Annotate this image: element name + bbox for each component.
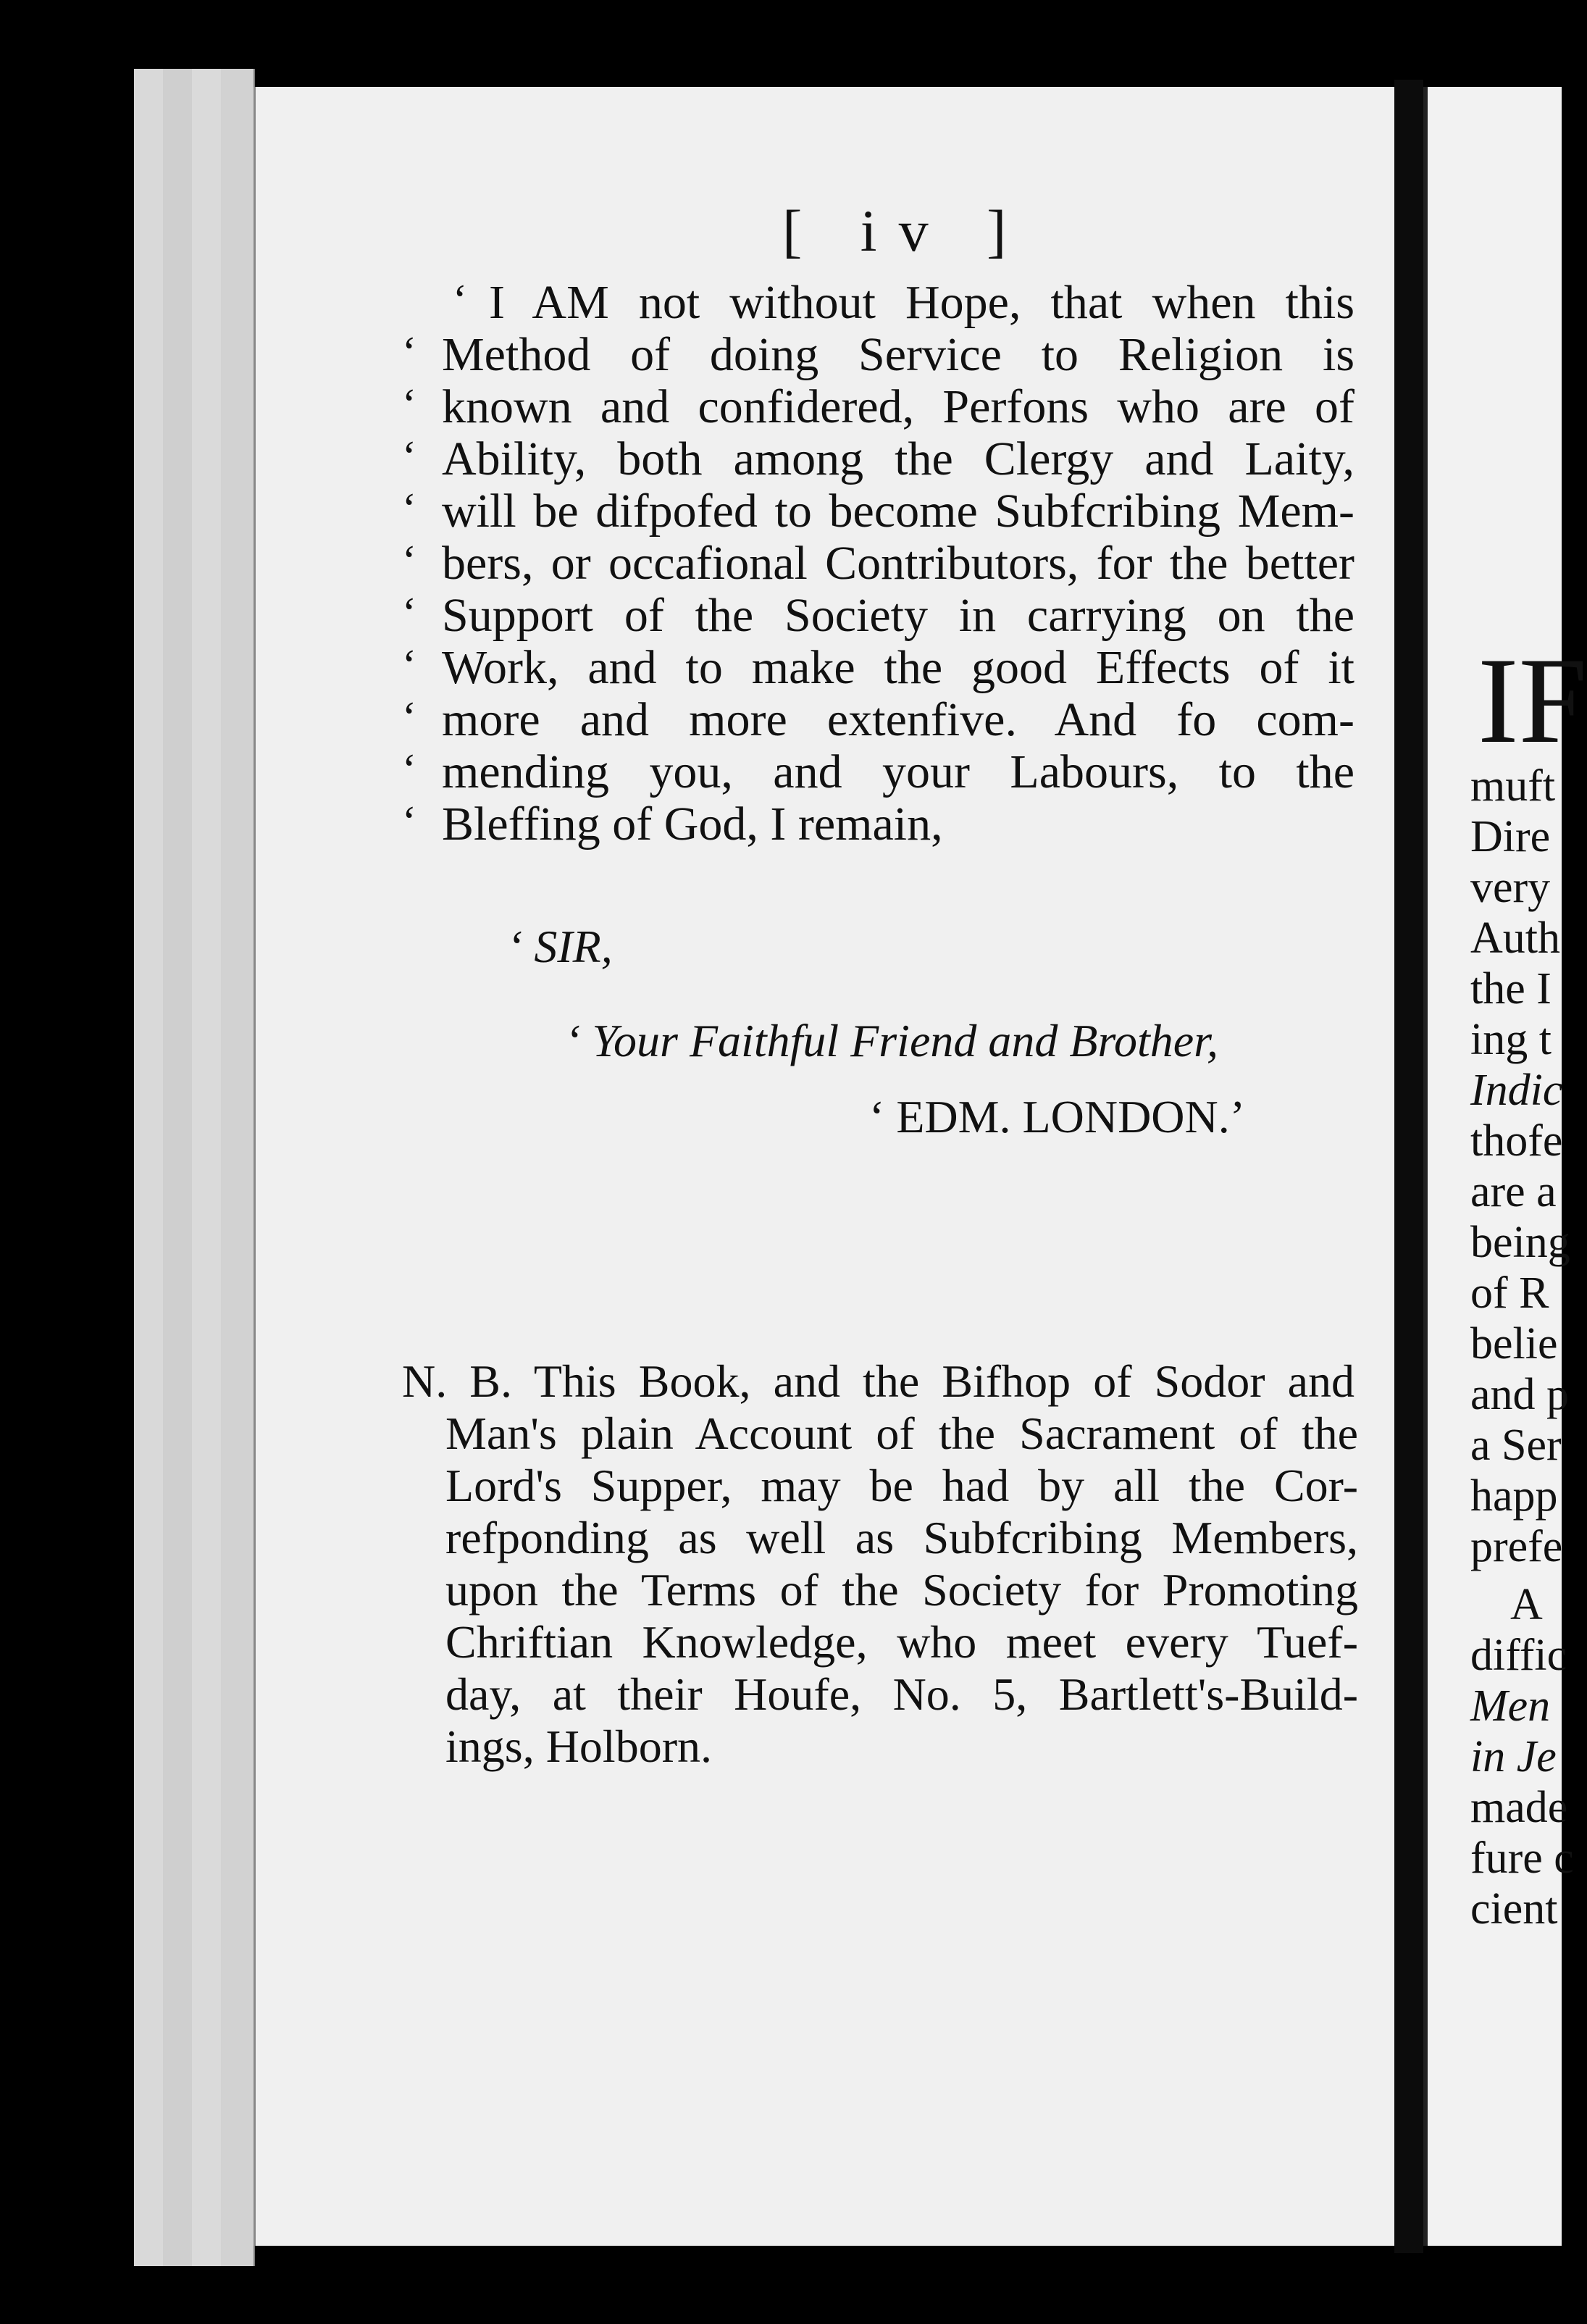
letter-line: Support of the Society in carrying on the — [442, 589, 1354, 642]
fragment: cient — [1470, 1884, 1558, 1934]
book-spine — [1394, 80, 1423, 2253]
fragment: ing t — [1470, 1015, 1552, 1064]
letter-line: Method of doing Service to Religion is — [442, 328, 1354, 381]
letter-line: Ability, both among the Clergy and Laity, — [442, 432, 1354, 485]
fragment: Dire — [1470, 812, 1551, 861]
fragment: and p — [1470, 1370, 1570, 1419]
fragment: in Je — [1470, 1732, 1557, 1781]
quote-mark: ‘ — [402, 485, 416, 532]
page-edge — [221, 69, 255, 2266]
fragment: happ — [1470, 1471, 1558, 1521]
fragment: are a — [1470, 1167, 1557, 1216]
fragment: Indic — [1470, 1066, 1563, 1115]
note-line: upon the Terms of the Society for Promoting — [445, 1564, 1358, 1615]
salutation: ‘ SIR, — [507, 921, 613, 972]
note-line: refponding as well as Subfcribing Members, — [445, 1512, 1358, 1563]
drop-cap: IF — [1478, 632, 1587, 769]
note-line: Chriftian Knowledge, who meet every Tuef- — [445, 1616, 1358, 1668]
quote-mark: ‘ — [402, 693, 416, 741]
quote-mark: ‘ — [402, 589, 416, 637]
fragment: prefe — [1470, 1522, 1563, 1571]
closing: ‘ Your Faithful Friend and Brother, — [565, 1015, 1218, 1066]
letter-line: will be difpofed to become Subfcribing Mem- — [442, 485, 1354, 538]
fragment: thofe — [1470, 1116, 1563, 1166]
quote-mark: ‘ — [453, 276, 467, 324]
note-line: N. B. This Book, and the Bifhop of Sodor and — [402, 1355, 1354, 1407]
letter-line: Work, and to make the good Effects of it — [442, 641, 1354, 694]
fragment: A — [1510, 1580, 1543, 1629]
note-line: Lord's Supper, may be had by all the Cor- — [445, 1460, 1358, 1511]
quote-mark: ‘ — [402, 328, 416, 376]
letter-line: known and confidered, Perfons who are of — [442, 380, 1354, 433]
fragment: a Ser — [1470, 1421, 1562, 1470]
letter-line: more and more extenfive. And fo com- — [442, 693, 1354, 746]
fragment: diffic — [1470, 1631, 1567, 1680]
quote-mark: ‘ — [402, 798, 416, 845]
fragment: of R — [1470, 1268, 1549, 1318]
page-edge — [163, 69, 193, 2266]
fragment: made — [1470, 1783, 1568, 1832]
quote-mark: ‘ — [402, 537, 416, 585]
page-number: [ iv ] — [782, 198, 1029, 264]
quote-mark: ‘ — [402, 432, 416, 480]
letter-line: I AM not without Hope, that when this — [489, 276, 1354, 329]
signature: ‘ EDM. LONDON.’ — [869, 1091, 1246, 1142]
fragment: belie — [1470, 1319, 1558, 1368]
note-line: ings, Holborn. — [445, 1721, 712, 1772]
note-line: Man's plain Account of the Sacrament of the — [445, 1408, 1358, 1459]
letter-line: Bleffing of God, I remain, — [442, 798, 943, 850]
letter-line: bers, or occafional Contributors, for the better — [442, 537, 1354, 590]
quote-mark: ‘ — [402, 745, 416, 793]
note-line: day, at their Houfe, No. 5, Bartlett's-Build- — [445, 1668, 1358, 1720]
page-edge — [192, 69, 222, 2266]
fragment: Auth — [1470, 914, 1560, 963]
quote-mark: ‘ — [402, 380, 416, 428]
fragment: the I — [1470, 964, 1552, 1013]
fragment: muft — [1470, 761, 1556, 811]
fragment: fure c — [1470, 1834, 1574, 1883]
page-edge — [134, 69, 164, 2266]
fragment: Men — [1470, 1681, 1551, 1731]
fragment: very — [1470, 863, 1551, 912]
letter-line: mending you, and your Labours, to the — [442, 745, 1354, 798]
quote-mark: ‘ — [402, 641, 416, 689]
fragment: being — [1470, 1218, 1570, 1267]
